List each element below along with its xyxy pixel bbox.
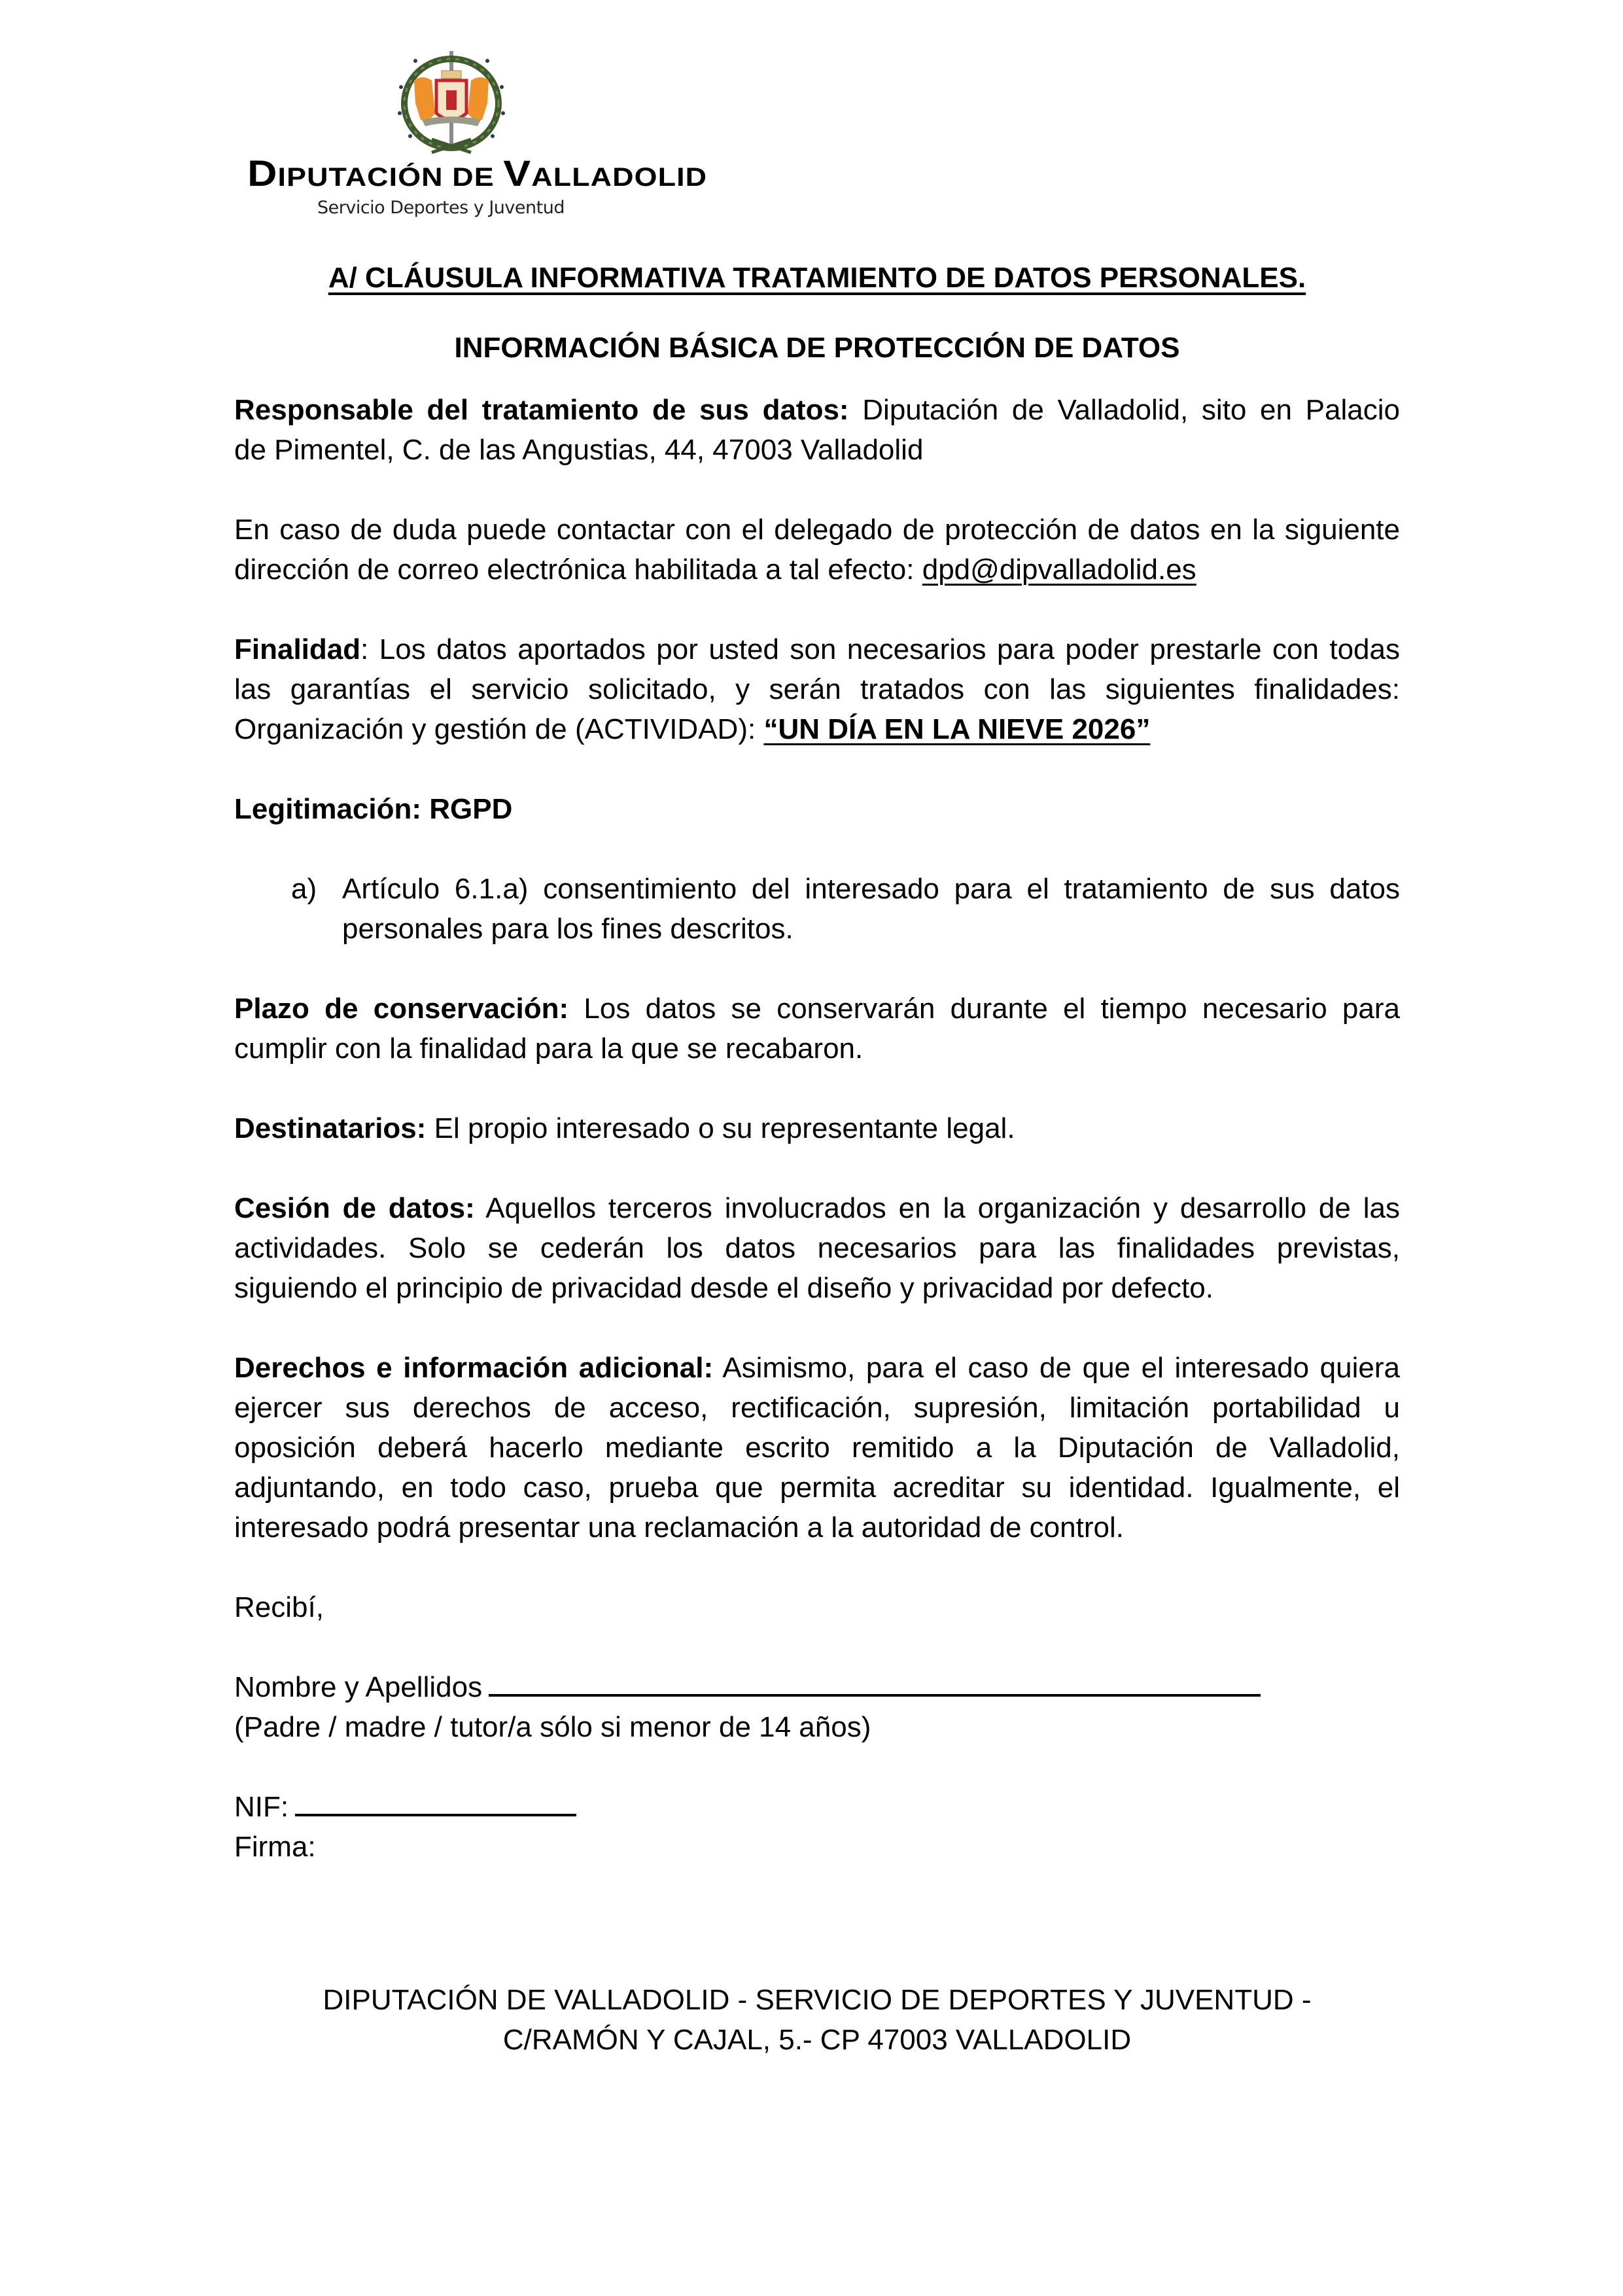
derechos-line-5: interesado podrá presentar una reclamación a la autoridad de control. [234, 1511, 1124, 1544]
firma-label: Firma: [234, 1831, 316, 1863]
logo-subtitle: Servicio Deportes y Juventud [317, 198, 565, 218]
nif-field-row [234, 1787, 1400, 1867]
section-responsable [234, 390, 1400, 470]
section-plazo [234, 989, 1400, 1069]
page-footer [234, 1980, 1400, 2060]
signature-block [234, 1587, 1400, 1627]
logo-title: DIPUTACIÓN DE VALLADOLID [247, 152, 708, 194]
cesion-line-3: siguiendo el principio de privacidad desde el diseño y privacidad por defecto. [234, 1272, 1213, 1304]
derechos-line-2: ejercer sus derechos de acceso, rectificación, supresión, limitación portabilidad u [234, 1392, 1400, 1424]
footer-line-2: C/RAMÓN Y CAJAL, 5.- CP 47003 VALLADOLID [502, 2024, 1132, 2056]
recibi-text: Recibí, [234, 1591, 324, 1623]
name-note: (Padre / madre / tutor/a sólo si menor de 14 años) [234, 1711, 871, 1743]
activity-name: “UN DÍA EN LA NIEVE 2026” [763, 713, 1151, 745]
document-title: A/ CLÁUSULA INFORMATIVA TRATAMIENTO DE DATOS PERSONALES. [328, 262, 1306, 294]
legitimacion-item-line-2: personales para los fines descritos. [342, 913, 794, 945]
contacto-line-1: En caso de duda puede contactar con el delegado de protección de datos en la siguiente [234, 514, 1400, 546]
nif-label: NIF: [234, 1791, 289, 1823]
cesion-line-2: actividades. Solo se cederán los datos necesarios para las finalidades previstas, [234, 1232, 1400, 1264]
coat-of-arms-icon [396, 51, 507, 156]
section-cesion [234, 1188, 1400, 1308]
derechos-line-4: adjuntando, en todo caso, prueba que permita acreditar su identidad. Igualmente, el [234, 1472, 1400, 1504]
derechos-line-1: Derechos e información adicional: Asimismo, para el caso de que el interesado quiera [234, 1352, 1400, 1384]
derechos-line-3: oposición deberá hacerlo mediante escrito remitido a la Diputación de Valladolid, [234, 1432, 1400, 1464]
legitimacion-list-item [291, 869, 1400, 949]
legitimacion-label: Legitimación: RGPD [234, 793, 513, 825]
section-legitimacion [234, 789, 1400, 829]
legitimacion-item-line-1: Artículo 6.1.a) consentimiento del interesado para el tratamiento de sus datos [342, 873, 1400, 905]
plazo-line-1: Plazo de conservación: Los datos se conservarán durante el tiempo necesario para [234, 993, 1400, 1025]
responsable-line-1: Responsable del tratamiento de sus datos: Diputación de Valladolid, sito en Palacio [234, 394, 1400, 426]
cesion-line-1: Cesión de datos: Aquellos terceros involucrados en la organización y desarrollo de las [234, 1192, 1400, 1224]
document-subtitle: INFORMACIÓN BÁSICA DE PROTECCIÓN DE DATOS [454, 332, 1180, 364]
list-marker: a) [291, 873, 317, 905]
finalidad-line-1: Finalidad: Los datos aportados por usted son necesarios para poder prestarle con todas [234, 633, 1400, 665]
section-destinatarios: Destinatarios: El propio interesado o su representante legal. [234, 1112, 1015, 1144]
dpd-email-link[interactable]: dpd@dipvalladolid.es [922, 554, 1196, 586]
section-contacto [234, 510, 1400, 590]
name-field-row [234, 1667, 1400, 1747]
finalidad-line-2: las garantías el servicio solicitado, y serán tratados con las siguientes finalidades: [234, 673, 1400, 705]
finalidad-line-3: Organización y gestión de (ACTIVIDAD): “UN DÍA EN LA NIEVE 2026” [234, 713, 1151, 745]
name-signature-field[interactable] [489, 1668, 1261, 1697]
name-label: Nombre y Apellidos [234, 1671, 483, 1703]
section-derechos [234, 1348, 1400, 1547]
header-logo [236, 46, 708, 229]
section-finalidad [234, 629, 1400, 749]
nif-field[interactable] [295, 1788, 576, 1816]
contacto-line-2: dirección de correo electrónica habilitada a tal efecto: dpd@dipvalladolid.es [234, 554, 1196, 586]
footer-line-1: DIPUTACIÓN DE VALLADOLID - SERVICIO DE DEPORTES Y JUVENTUD - [323, 1984, 1312, 2016]
plazo-line-2: cumplir con la finalidad para la que se recabaron. [234, 1033, 864, 1065]
responsable-line-2: de Pimentel, C. de las Angustias, 44, 47003 Valladolid [234, 434, 924, 466]
